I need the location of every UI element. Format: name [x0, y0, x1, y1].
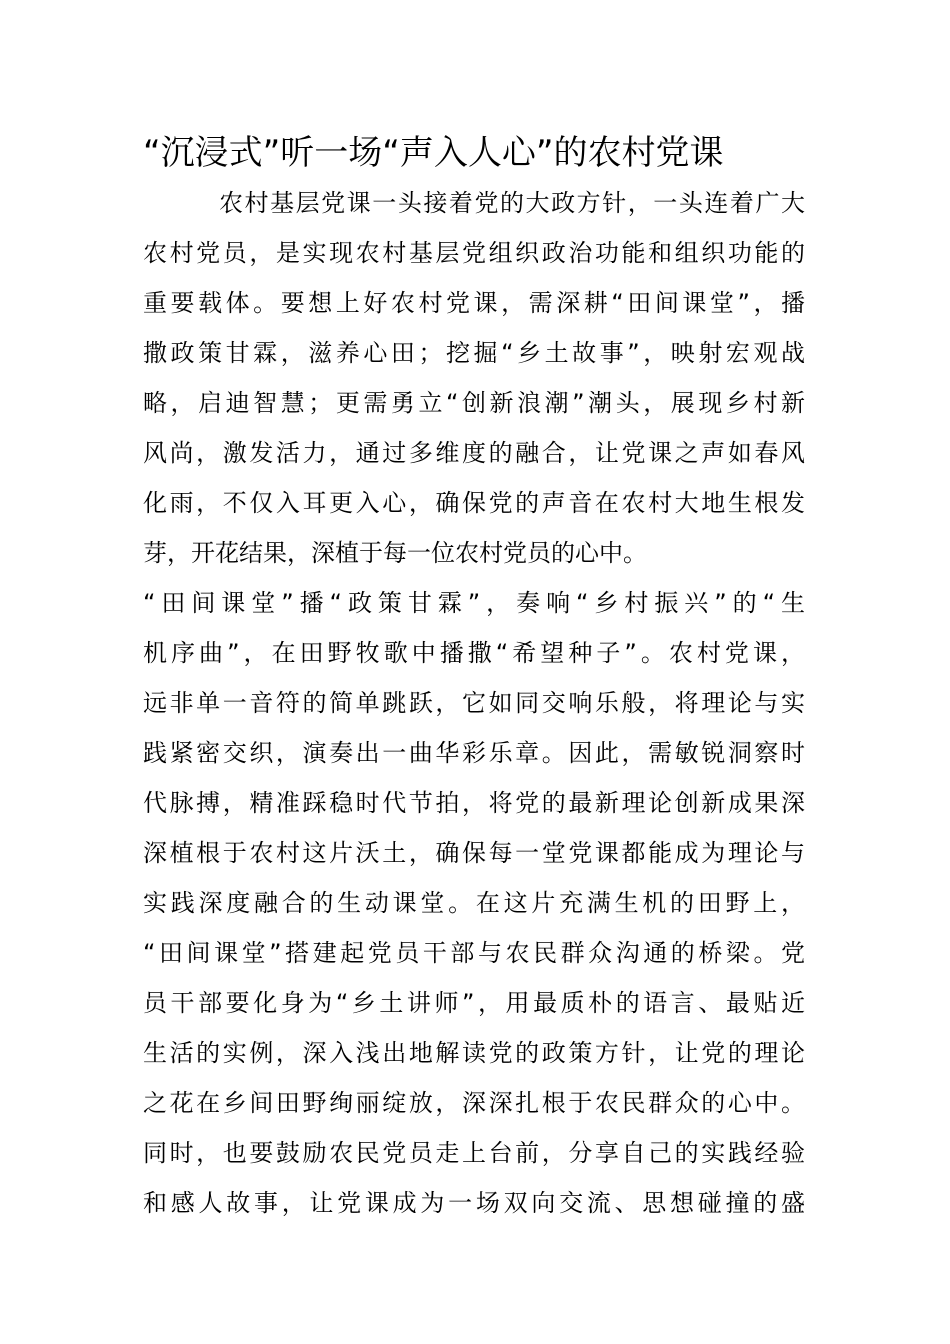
paragraph-2-line-4: 践紧密交织，演奏出一曲华彩乐章。因此，需敏锐洞察时 — [143, 739, 805, 767]
paragraph-2-line-2: 机序曲”，在田野牧歌中播撒“希望种子”。农村党课， — [143, 639, 805, 667]
paragraph-1-line-1: 农村基层党课一头接着党的大政方针，一头连着广大 — [219, 189, 805, 217]
paragraph-2-line-10: 生活的实例，深入浅出地解读党的政策方针，让党的理论 — [143, 1039, 805, 1067]
paragraph-2-line-12: 同时，也要鼓励农民党员走上台前，分享自己的实践经验 — [143, 1139, 805, 1167]
paragraph-2-line-5: 代脉搏，精准踩稳时代节拍，将党的最新理论创新成果深 — [143, 789, 805, 817]
paragraph-1-line-4: 撒政策甘霖，滋养心田；挖掘“乡土故事”，映射宏观战 — [143, 339, 805, 367]
paragraph-1-line-7: 化雨，不仅入耳更入心，确保党的声音在农村大地生根发 — [143, 489, 805, 517]
paragraph-1-line-8: 芽，开花结果，深植于每一位农村党员的心中。 — [143, 539, 647, 567]
paragraph-2-line-7: 实践深度融合的生动课堂。在这片充满生机的田野上， — [143, 889, 805, 917]
paragraph-2-line-11: 之花在乡间田野绚丽绽放，深深扎根于农民群众的心中。 — [143, 1089, 805, 1117]
paragraph-2-line-1: “田间课堂”播“政策甘霖”，奏响“乡村振兴”的“生 — [143, 589, 805, 617]
paragraph-2-line-8: “田间课堂”搭建起党员干部与农民群众沟通的桥梁。党 — [143, 939, 805, 967]
paragraph-1-line-3: 重要载体。要想上好农村党课，需深耕“田间课堂”，播 — [143, 289, 805, 317]
paragraph-2-line-9: 员干部要化身为“乡土讲师”，用最质朴的语言、最贴近 — [143, 989, 805, 1017]
document-title: “沉浸式”听一场“声入人心”的农村党课 — [143, 133, 724, 173]
paragraph-1-line-2: 农村党员，是实现农村基层党组织政治功能和组织功能的 — [143, 239, 805, 267]
paragraph-2-line-6: 深植根于农村这片沃土，确保每一堂党课都能成为理论与 — [143, 839, 805, 867]
paragraph-1-line-5: 略，启迪智慧；更需勇立“创新浪潮”潮头，展现乡村新 — [143, 389, 805, 417]
document-body — [143, 178, 805, 1228]
paragraph-2-line-13: 和感人故事，让党课成为一场双向交流、思想碰撞的盛 — [143, 1189, 805, 1217]
paragraph-1-line-6: 风尚，激发活力，通过多维度的融合，让党课之声如春风 — [143, 439, 805, 467]
paragraph-2-line-3: 远非单一音符的简单跳跃，它如同交响乐般，将理论与实 — [143, 689, 805, 717]
